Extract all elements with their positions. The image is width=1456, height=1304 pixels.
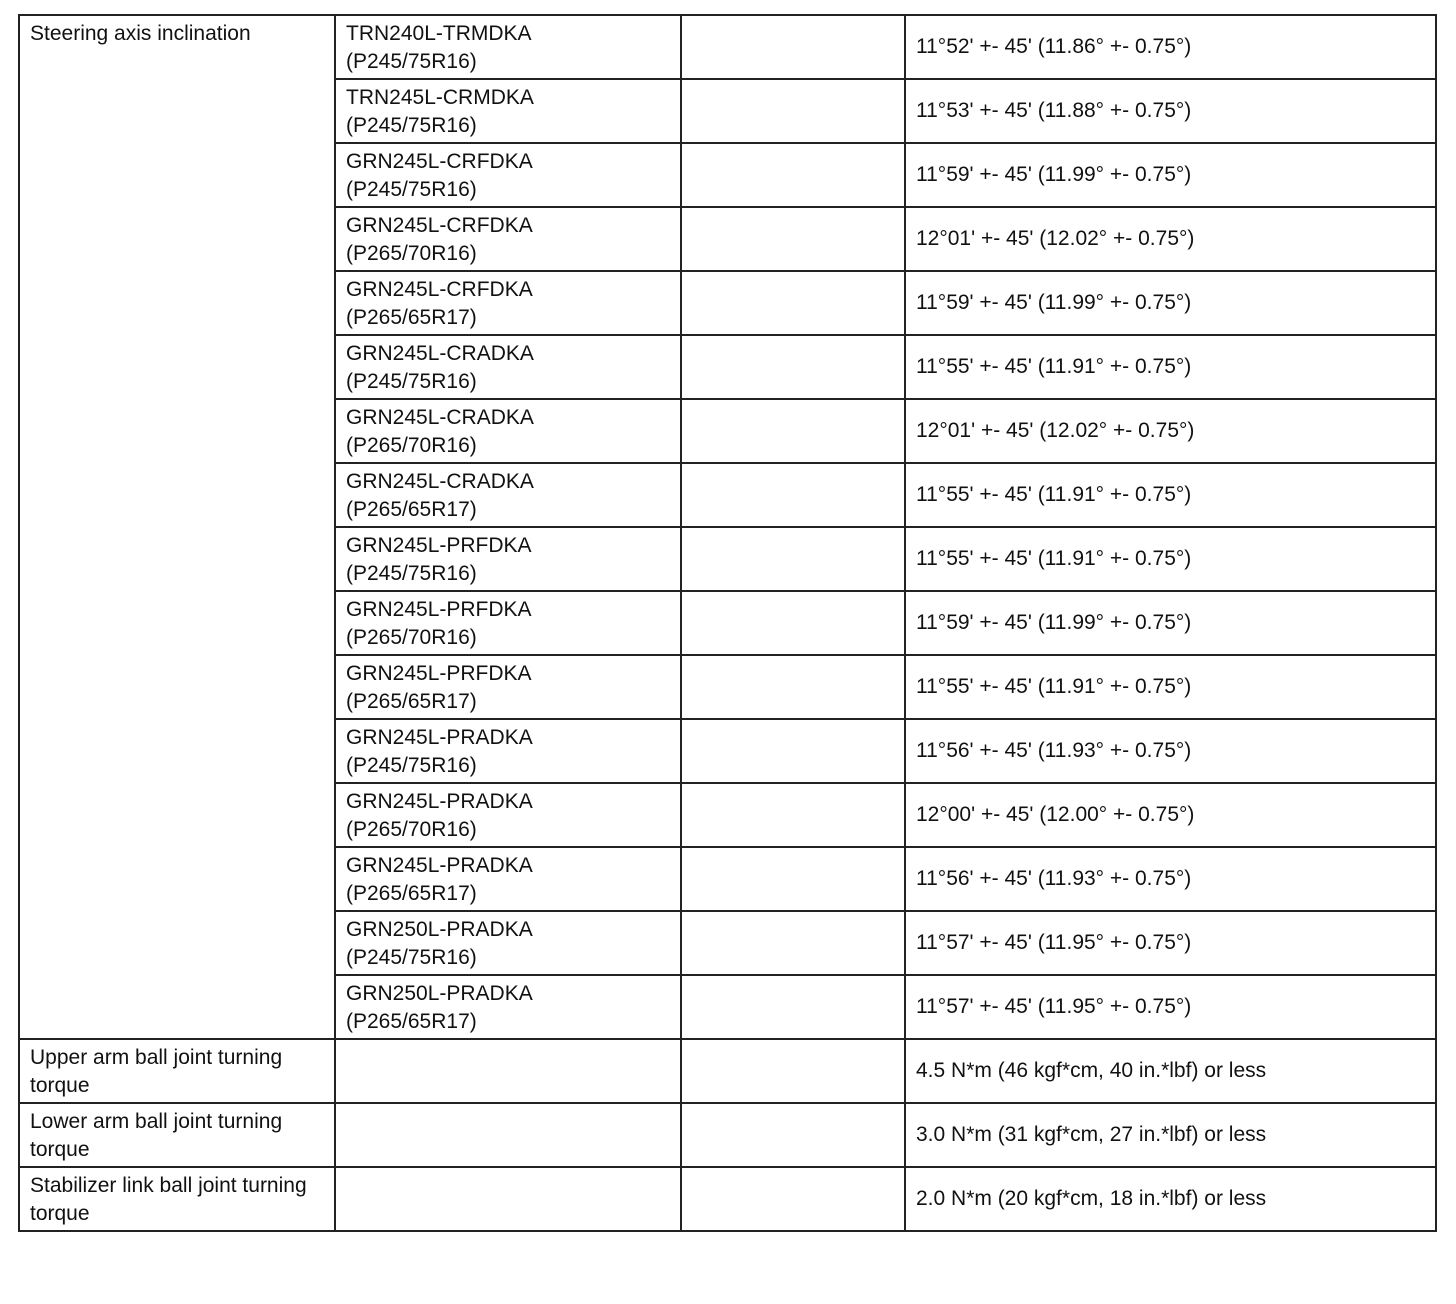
tire-size: (P265/65R17) [346,306,477,329]
empty-cell [681,655,905,719]
inclination-value: 11°59' +- 45' (11.99° +- 0.75°) [905,591,1436,655]
empty-cell [681,79,905,143]
model-cell [335,335,681,399]
empty-cell [681,847,905,911]
inclination-value: 11°59' +- 45' (11.99° +- 0.75°) [905,271,1436,335]
inclination-value: 11°55' +- 45' (11.91° +- 0.75°) [905,655,1436,719]
model-cell [335,911,681,975]
tire-size: (P245/75R16) [346,50,477,73]
specification-table-body [19,15,1436,1231]
model-cell [335,143,681,207]
model-code: TRN240L-TRMDKA [346,22,532,45]
model-code: GRN245L-PRFDKA [346,534,532,557]
tire-size: (P245/75R16) [346,370,477,393]
inclination-value: 11°52' +- 45' (11.86° +- 0.75°) [905,15,1436,79]
model-code: GRN250L-PRADKA [346,982,533,1005]
model-code: GRN245L-CRFDKA [346,278,533,301]
empty-cell [681,1103,905,1167]
model-cell [335,271,681,335]
lower-arm-torque-value: 3.0 N*m (31 kgf*cm, 27 in.*lbf) or less [905,1103,1436,1167]
empty-cell [681,399,905,463]
model-cell [335,207,681,271]
table-row [19,1167,1436,1231]
tire-size: (P265/65R17) [346,690,477,713]
label-line: Stabilizer link ball joint turning [30,1174,307,1197]
model-cell [335,15,681,79]
empty-cell [335,1039,681,1103]
model-cell [335,783,681,847]
empty-cell [681,335,905,399]
empty-cell [681,783,905,847]
tire-size: (P265/70R16) [346,626,477,649]
inclination-value: 11°53' +- 45' (11.88° +- 0.75°) [905,79,1436,143]
empty-cell [681,975,905,1039]
empty-cell [681,591,905,655]
model-code: TRN245L-CRMDKA [346,86,534,109]
inclination-value: 11°57' +- 45' (11.95° +- 0.75°) [905,975,1436,1039]
empty-cell [681,463,905,527]
model-cell [335,847,681,911]
empty-cell [681,911,905,975]
empty-cell [681,271,905,335]
tire-size: (P265/70R16) [346,434,477,457]
empty-cell [681,207,905,271]
upper-arm-torque-label [19,1039,335,1103]
empty-cell [681,719,905,783]
table-row [19,1039,1436,1103]
specification-table [18,14,1437,1232]
inclination-value: 12°00' +- 45' (12.00° +- 0.75°) [905,783,1436,847]
model-code: GRN245L-PRADKA [346,854,533,877]
model-code: GRN245L-PRADKA [346,790,533,813]
empty-cell [681,527,905,591]
model-cell [335,655,681,719]
empty-cell [681,1167,905,1231]
table-row [19,15,1436,79]
tire-size: (P245/75R16) [346,946,477,969]
inclination-value: 11°55' +- 45' (11.91° +- 0.75°) [905,527,1436,591]
inclination-value: 11°55' +- 45' (11.91° +- 0.75°) [905,335,1436,399]
label-line: Upper arm ball joint turning [30,1046,283,1069]
tire-size: (P245/75R16) [346,562,477,585]
upper-arm-torque-value: 4.5 N*m (46 kgf*cm, 40 in.*lbf) or less [905,1039,1436,1103]
model-code: GRN245L-CRADKA [346,342,534,365]
label-line: torque [30,1074,90,1097]
steering-axis-inclination-label: Steering axis inclination [19,15,335,1039]
model-code: GRN245L-PRFDKA [346,662,532,685]
tire-size: (P265/65R17) [346,882,477,905]
label-line: Lower arm ball joint turning [30,1110,283,1133]
model-code: GRN245L-PRADKA [346,726,533,749]
inclination-value: 11°59' +- 45' (11.99° +- 0.75°) [905,143,1436,207]
model-code: GRN245L-CRADKA [346,470,534,493]
tire-size: (P245/75R16) [346,114,477,137]
model-code: GRN245L-CRADKA [346,406,534,429]
model-cell [335,79,681,143]
empty-cell [335,1167,681,1231]
model-code: GRN245L-CRFDKA [346,214,533,237]
inclination-value: 11°56' +- 45' (11.93° +- 0.75°) [905,719,1436,783]
inclination-value: 12°01' +- 45' (12.02° +- 0.75°) [905,399,1436,463]
tire-size: (P265/65R17) [346,1010,477,1033]
tire-size: (P265/70R16) [346,818,477,841]
stabilizer-link-torque-label [19,1167,335,1231]
empty-cell [335,1103,681,1167]
tire-size: (P265/70R16) [346,242,477,265]
model-cell [335,975,681,1039]
model-cell [335,527,681,591]
inclination-value: 11°56' +- 45' (11.93° +- 0.75°) [905,847,1436,911]
empty-cell [681,1039,905,1103]
tire-size: (P245/75R16) [346,754,477,777]
empty-cell [681,15,905,79]
model-cell [335,591,681,655]
model-cell [335,463,681,527]
model-code: GRN250L-PRADKA [346,918,533,941]
inclination-value: 12°01' +- 45' (12.02° +- 0.75°) [905,207,1436,271]
empty-cell [681,143,905,207]
model-code: GRN245L-CRFDKA [346,150,533,173]
inclination-value: 11°57' +- 45' (11.95° +- 0.75°) [905,911,1436,975]
inclination-value: 11°55' +- 45' (11.91° +- 0.75°) [905,463,1436,527]
model-cell [335,719,681,783]
tire-size: (P245/75R16) [346,178,477,201]
model-code: GRN245L-PRFDKA [346,598,532,621]
stabilizer-link-torque-value: 2.0 N*m (20 kgf*cm, 18 in.*lbf) or less [905,1167,1436,1231]
model-cell [335,399,681,463]
tire-size: (P265/65R17) [346,498,477,521]
table-row [19,1103,1436,1167]
label-line: torque [30,1138,90,1161]
label-line: torque [30,1202,90,1225]
lower-arm-torque-label [19,1103,335,1167]
